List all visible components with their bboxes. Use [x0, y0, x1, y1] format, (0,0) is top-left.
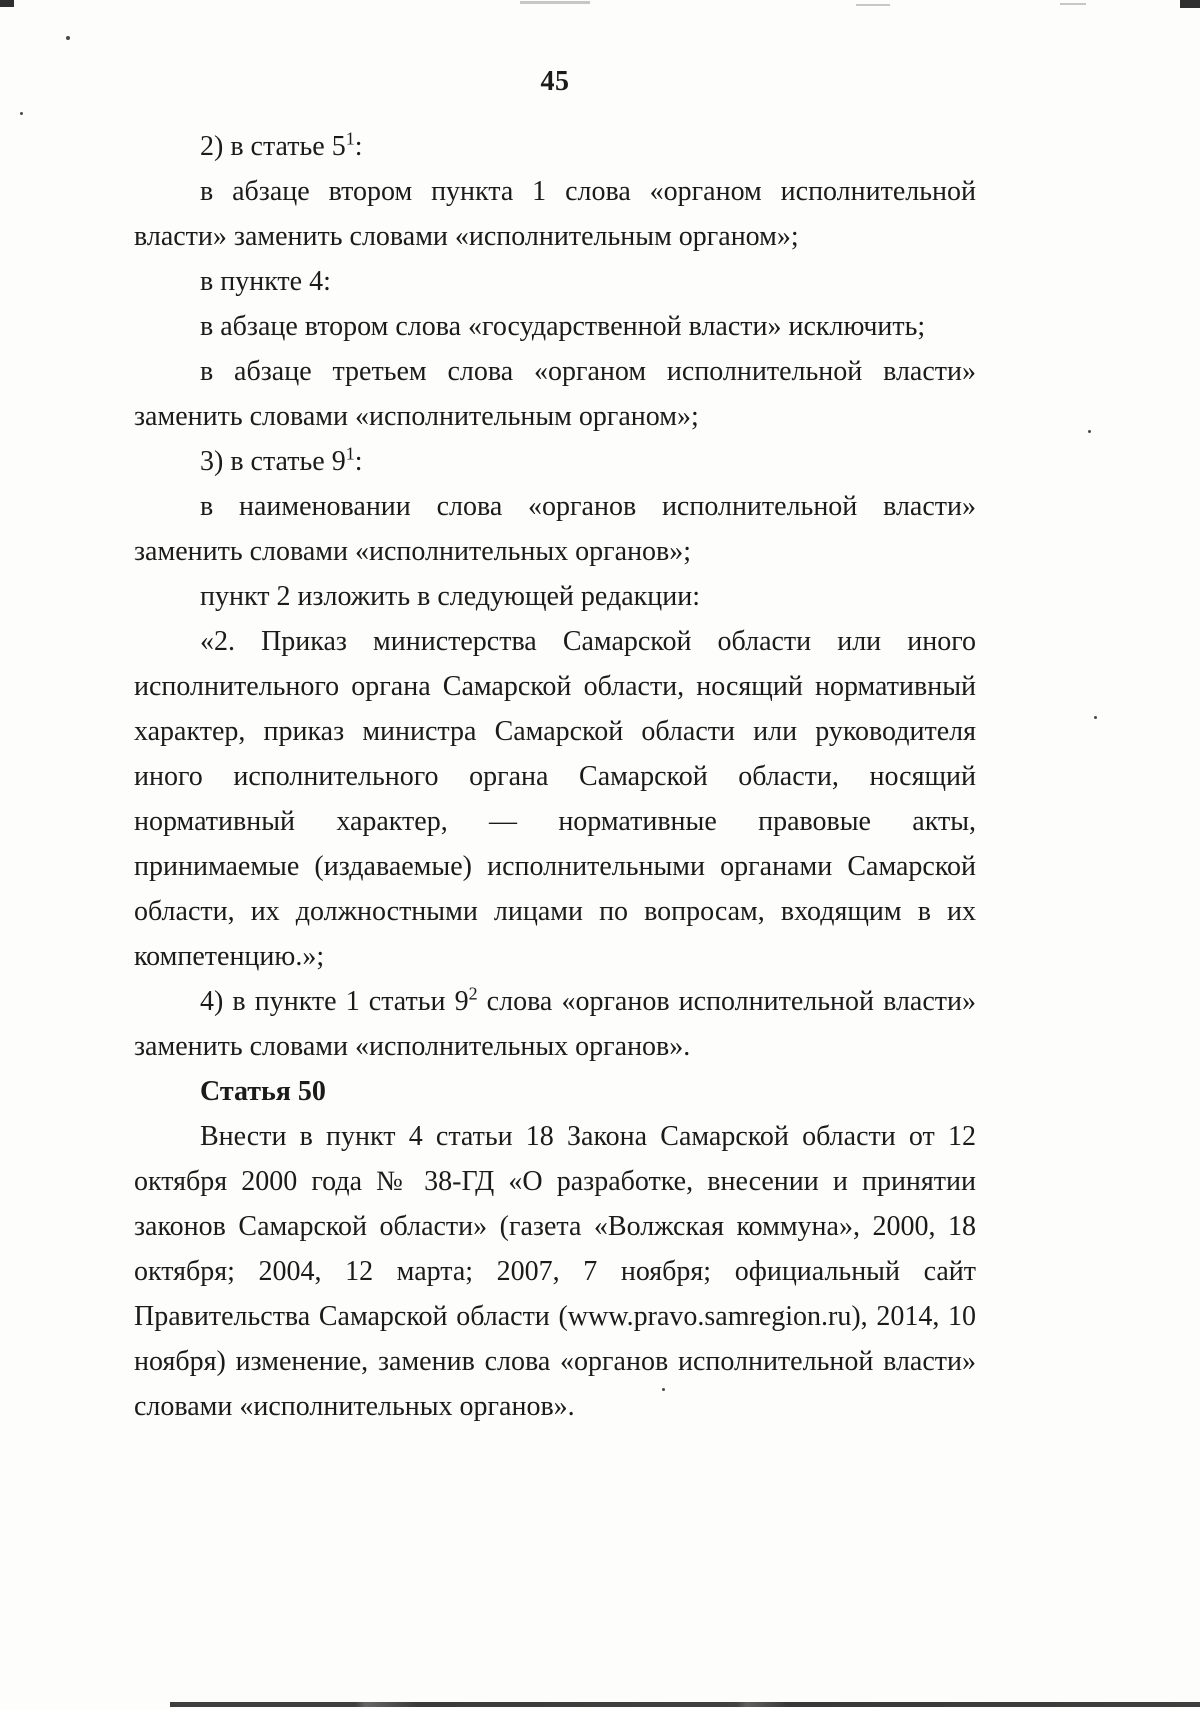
paragraph: в абзаце втором слова «государственной власти» исключить;: [200, 311, 926, 342]
scan-edge-line: [170, 1702, 1200, 1707]
paragraph: Внести в пункт 4 статьи 18 Закона Самарской области от 12 октября 2000 года № 38-ГД «О разработке, внесении и принятии законов Самарской области» (газета «Волжская коммуна», 2000, 18 октября; 2004, 12 марта; 2007, 7 ноября; официальный сайт Правительства Самарской области (www.pravo.samregion.ru), 2014, 10 ноября) изменение, заменив слова «органов исполнительной власти» словами «исполнительных органов».: [134, 1121, 976, 1422]
paragraph: [134, 124, 976, 169]
paragraph-text: 4) в пункте 1 статьи 9: [200, 986, 469, 1017]
paragraph: [134, 979, 976, 1069]
superscript: 1: [345, 128, 355, 149]
paragraph: в пункте 4:: [200, 266, 331, 297]
scan-artifact: [20, 112, 23, 115]
paragraph-text: 3) в статье 9: [200, 446, 346, 477]
paragraph: в наименовании слова «органов исполнительной власти» заменить словами «исполнительных органов»;: [134, 491, 976, 567]
scan-artifact: [1060, 3, 1086, 5]
page-number: 45: [540, 66, 570, 97]
paragraph-text: 2) в статье 5: [200, 131, 346, 162]
scan-artifact: [0, 0, 14, 7]
scan-artifact: [1088, 430, 1091, 433]
paragraph-text: слова «органов исполнительной власти» заменить словами «исполнительных органов».: [134, 986, 976, 1062]
paragraph: [134, 439, 976, 484]
paragraph-text: :: [354, 131, 363, 162]
paragraph: «2. Приказ министерства Самарской области или иного исполнительного органа Самарской области, носящий нормативный характер, приказ министра Самарской области или руководителя иного исполнительного органа Самарской области, носящий нормативный характер, — нормативные правовые акты, принимаемые (издаваемые) исполнительными органами Самарской области, их должностными лицами по вопросам, входящим в их компетенцию.»;: [134, 626, 976, 972]
superscript: 1: [345, 443, 355, 464]
scan-artifact: [856, 4, 890, 6]
paragraph: в абзаце втором пункта 1 слова «органом исполнительной власти» заменить словами «исполнительным органом»;: [134, 176, 976, 252]
article-heading: Статья 50: [200, 1076, 326, 1107]
document-body: [134, 124, 976, 1429]
superscript: 2: [468, 983, 478, 1004]
paragraph: пункт 2 изложить в следующей редакции:: [200, 581, 700, 612]
scan-artifact: [1180, 0, 1200, 8]
paragraph: в абзаце третьем слова «органом исполнительной власти» заменить словами «исполнительным органом»;: [134, 356, 976, 432]
paragraph-text: :: [354, 446, 363, 477]
scan-artifact: [520, 1, 590, 4]
scan-artifact: [1094, 716, 1097, 719]
scan-artifact: [66, 36, 70, 40]
